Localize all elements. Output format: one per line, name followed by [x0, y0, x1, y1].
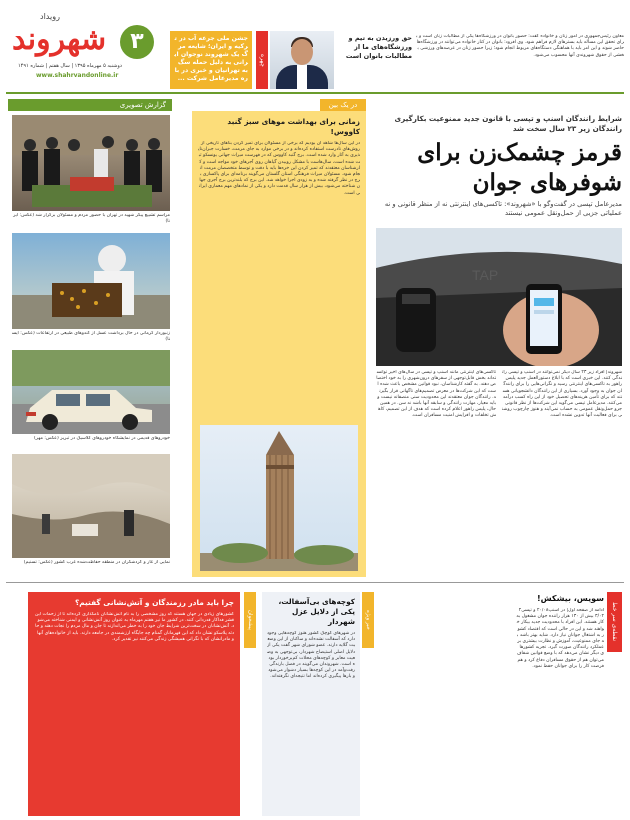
svg-text:TAP: TAP: [472, 267, 499, 283]
red-box-text: کشورهای زیادی در جهان هستند که روز مشخصی را به نام آتش‌نشانان نامگذاری کرده‌اند تا از زحمات این قشر فداکار قدردانی کنند. در کشور ما نیز هفتم مهرماه به عنوان روز آتش‌نشانی و ایمنی شناخته می‌شود. آتش‌نشانان در سخت‌ترین شرایط جان خود را به خطر می‌اندازند تا جان و مال مردم را نجات دهند و حادثه پلاسکو نشان داد که این قهرمانان گمنام چه جایگاه ارزشمندی در جامعه دارند. باید از خانواده‌های آنها و مادرانشان که با نگرانی همیشگی زندگی می‌کنند نیز تقدیر کرد.: [35, 612, 234, 642]
hero-photo-phone-in-car: [376, 228, 622, 366]
photo-report-header: گزارش تصویری: [8, 99, 172, 111]
kooche-title: کوچه‌های بی‌آسفالت، یکی از دلایل عزل شهردار: [278, 597, 355, 626]
teaser-yellow-box: جشن ملی جرعه آب در ترکیه و ایران؛ شایعه مرگ یک شهروند نوجوان ایرانی به دلیل حمله سگ به تهرانیان و خبری در باره مدیرعامل شرکت ...: [170, 31, 252, 89]
suis-title: سویس، بیشکش!: [536, 594, 604, 603]
photo-caption-3: خودروهای قدیمی در نمایشگاه خودروهای کلاسیک در تبریز (عکس: مهر): [34, 436, 170, 441]
red-box-title: چرا باید مادر رزمندگان و آتش‌نشانی گفتیم؟: [74, 598, 234, 607]
feature-section-label: در یک بین: [320, 99, 366, 111]
kooche-box: [262, 592, 360, 816]
main-story-headline: قرمز چشمک‌زن برای شوفرهای جوان: [417, 139, 622, 196]
main-story-body-right: شهروند| افراد زیر ۲۳ سال دیگر نمی‌توانند در اسنپ و تپسی رانندگی کنند. این خبری است که با ابلاغ دستورالعمل جدید پلیس راهور به تاکسی‌های اینترنتی رسید و نگرانی‌هایی را برای رانندگان جوان به وجود آورد. بسیاری از این رانندگان دانشجویانی هستند که برای تأمین هزینه‌های تحصیل خود از این راه کسب درآمد می‌کنند. مدیرعامل تپسی می‌گوید این شرکت‌ها از نظر قانونی جزو حمل‌ونقل عمومی به حساب نمی‌آیند و هنوز چارچوب روشنی برای فعالیت آنها تدوین نشده است.: [502, 370, 622, 419]
teaser-text: معاون رئیس‌جمهوری در امور زنان و خانواده گفت: حضور بانوان در ورزشگاه‌ها یکی از مطالبات زنان است و برای تحقق این مسأله باید بسترهای لازم فراهم شود. وی افزود: بانوان در کنار خانواده می‌توانند در ورزشگاه‌ها حاضر شوند و این امر باید با هماهنگی دستگاه‌های مربوط انجام شود؛ زیرا حضور زنان در عرصه‌های ورزشی بخشی از حقوق شهروندی آنها محسوب می‌شود.: [416, 34, 624, 58]
tower-photo: [200, 425, 358, 571]
portrait-photo: [270, 31, 334, 89]
photo-caption-4: نمایی از غار و گردشگران در منطقه حفاظت‌شده غرب کشور (عکس: تسنیم): [23, 560, 170, 565]
page-number-badge: ۳: [120, 25, 154, 59]
masthead-date: دوشنبه ۵ مهرماه ۱۳۹۵ | سال هفتم | شماره ۱۴۹۱: [18, 63, 122, 69]
photo-beekeeper: [12, 233, 170, 329]
photo-cave: [12, 454, 170, 558]
suis-section-tab: نقطه‌ی سر خط: [607, 592, 622, 652]
photo-funeral: [12, 115, 170, 211]
masthead-top-label: رویداد: [40, 12, 60, 21]
photo-caption-1: مراسم تشییع پیکر شهید در تهران با حضور مردم و مسئولان برگزار شد (عکس: ایرنا): [13, 213, 170, 225]
suis-body: ادامه از صفحه اول| در اسنپ‌۲۰/۰۸ و تپسی‌۲۳/۰۲ بیش از ۱۳۰ هزار راننده جوان مشغول به کار هستند. این افراد با محدودیت جدید بیکار خواهند شد و این در حالی است که اقتصاد کشور به اشتغال جوانان نیاز دارد. شاید بهتر باشد به جای ممنوعیت، آموزش و نظارت بیشتری بر عملکرد رانندگان صورت گیرد. تجربه کشورهای دیگر نشان می‌دهد که با وضع قوانین شفاف می‌توان هم از حقوق مسافران دفاع کرد و هم فرصت کار را برای جوانان حفظ نمود.: [516, 608, 604, 669]
main-story-kicker: شرایط رانندگان اسنپ و تپسی با قانون جدید ممنوعیت بکارگیری رانندگان زیر ۲۳ سال سخت شد: [394, 114, 622, 133]
main-story-lead: مدیرعامل تپسی در گفت‌وگو با «شهروند»: تاکسی‌های اینترنتی نه از منظر قانونی و نه عملیاتی جزیی از حمل‌ونقل عمومی نیستند: [384, 200, 622, 217]
main-story-body-middle: تاکسی‌های اینترنتی مانند اسنپ و تپسی در سال‌های اخیر توانسته‌اند بخش قابل‌توجهی از سفرهای درون‌شهری را به خود اختصاص دهند. به گفته کارشناسان، نبود قوانین مشخص باعث شده است که این شرکت‌ها در معرض تصمیم‌های ناگهانی قرار بگیرند. رانندگان جوان معتقدند این محدودیت سنی منصفانه نیست و باید معیار، مهارت رانندگی و سابقه آنها باشد نه سن. در همین حال، پلیس راهور اعلام کرده است که هدف از این تصمیم، کاهش تخلفات و افزایش امنیت مسافران است.: [376, 370, 496, 419]
teaser-section-tab: چهره: [256, 31, 268, 89]
feature-text: در این سال‌ها شاهد آن بودیم که برخی از مسئولان برای تمیز کردن بناهای تاریخی از روش‌های نادرست استفاده کرده‌اند و در برخی موارد به جای مرمت، خسارت جبران‌ناپذیری به آثار وارد شده است. برج گنبد کاووس که در فهرست میراث جهانی یونسکو ثبت شده است، سال‌هاست با مشکل روییدن گیاهان روی آجرهای خود مواجه است و کارشناسان معتقدند که تمیز کردن این خزه‌ها باید با دقت و توسط متخصصان مرمت انجام شود. مسئولان میراث فرهنگی استان گلستان می‌گویند برنامه‌ای برای پاکسازی برج در نظر گرفته شده و به زودی اجرا خواهد شد. این برج که بلندترین برج آجری جهان شناخته می‌شود، بیش از هزار سال قدمت دارد و یکی از نمادهای مهم معماری ایرانی است.: [198, 141, 360, 196]
feature-title: زمانی برای بهداشت موهای سبز گنبد کاووس!: [227, 117, 360, 136]
red-box-section-tab: پیشخوان: [244, 592, 256, 648]
header-divider: [6, 92, 624, 94]
photo-caption-2: زنبوردار کرمانی در حال برداشت عسل از کندوهای طبیعی در ارتفاعات (عکس: ایسنا): [12, 331, 170, 343]
photo-classic-car: [12, 350, 170, 434]
kooche-text: در شهرهای کوچک کشور هنوز کوچه‌هایی وجود دارد که آسفالت نشده‌اند و ساکنان از این وضعیت گلایه دارند. عضو شورای شهر گفت یکی از دلایل اصلی استیضاح شهردار، بی‌توجهی به وضعیت معابر و کوچه‌های محلات کم‌برخوردار بوده است. شهروندان می‌گویند در فصل بارندگی رفت‌وآمد در این کوچه‌ها بسیار دشوار می‌شود و بارها پیگیری کرده‌اند اما نتیجه‌ای نگرفته‌اند.: [267, 631, 355, 680]
kooche-section-tab: خبر ویژه: [362, 592, 374, 648]
masthead-url: www.shahrvandonline.ir: [36, 72, 119, 79]
masthead-logo: شهروند: [12, 22, 107, 57]
teaser-headline: حق ورزیدن به تیم و ورزشگاه‌های ما از مطالبات بانوان است: [345, 34, 412, 60]
bottom-divider: [6, 582, 624, 583]
red-box: [28, 592, 240, 816]
